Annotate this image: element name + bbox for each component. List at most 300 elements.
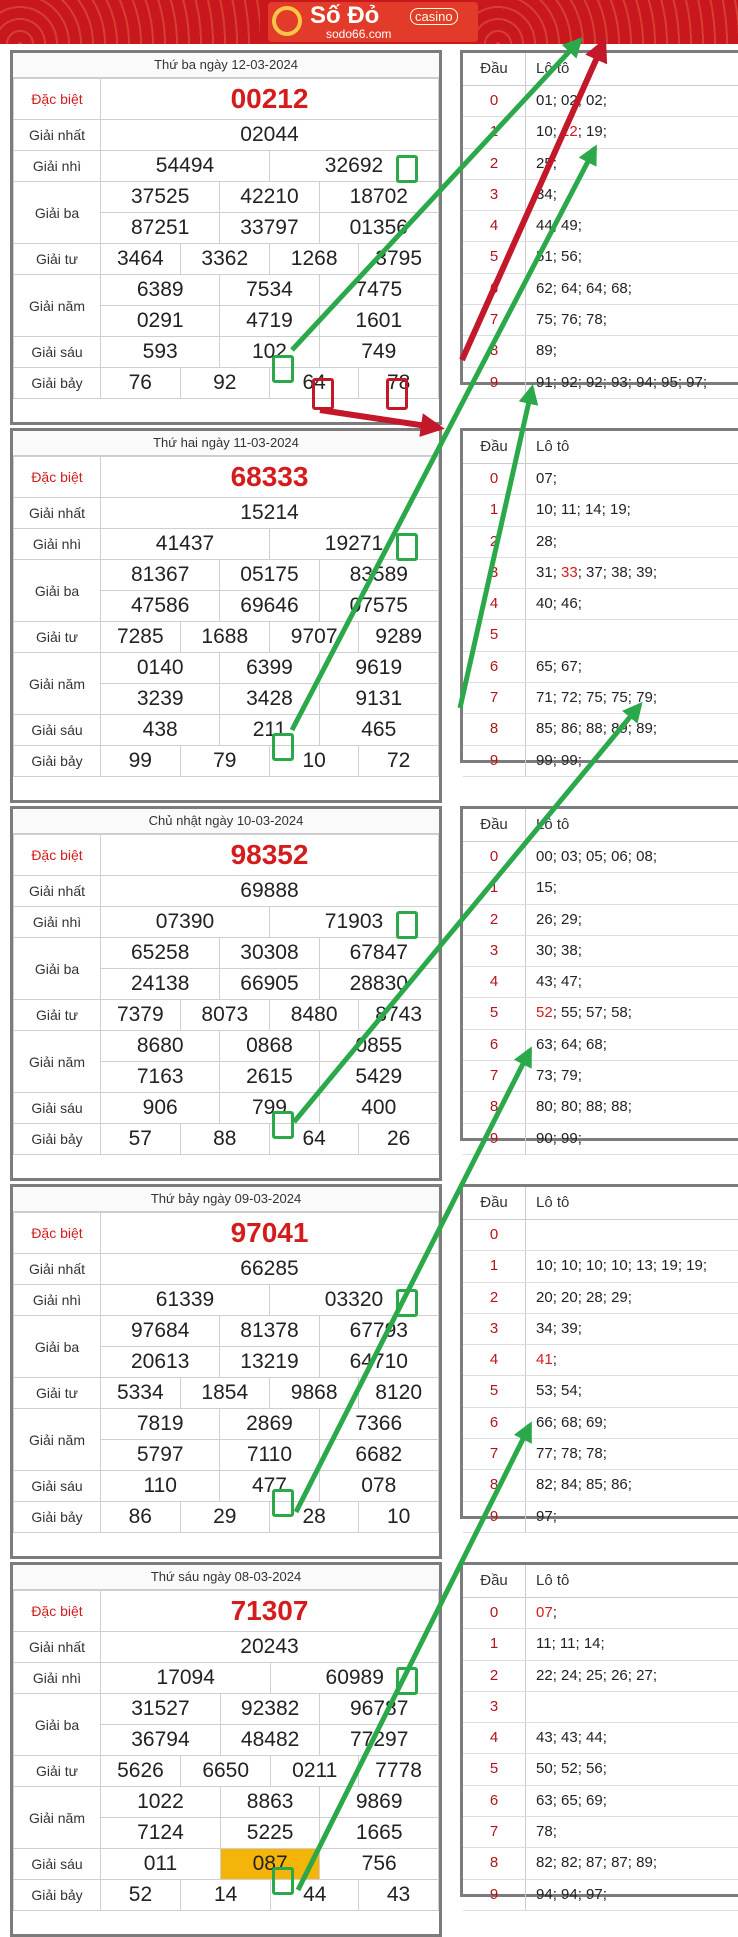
loto-number: 44 <box>536 217 553 235</box>
loto-number: 89 <box>631 1854 653 1872</box>
red-arrow <box>320 410 440 428</box>
loto-head-digit: 5 <box>463 242 526 272</box>
loto-numbers: 10; 11; 14; 19; <box>536 501 631 519</box>
loto-number: 24 <box>556 1666 578 1684</box>
loto-head-digit: 1 <box>463 495 526 525</box>
second-prize: 32692 <box>269 151 438 182</box>
loto-number: 66 <box>536 1413 553 1431</box>
label-seventh: Giải bảy <box>14 746 101 777</box>
seventh-prize: 64 <box>269 1124 358 1155</box>
fourth-prize: 7285 <box>101 622 181 653</box>
loto-numbers: 15; <box>536 879 557 897</box>
loto-number: 92 <box>556 373 578 391</box>
third-prize: 81378 <box>220 1316 319 1347</box>
loto-number: 88 <box>606 1098 628 1116</box>
fifth-prize: 0868 <box>220 1031 319 1062</box>
loto-number: 69 <box>581 1791 603 1809</box>
loto-number: 10 <box>556 1257 578 1275</box>
loto-head-digit: 6 <box>463 1408 526 1438</box>
loto-header-dau: Đầu <box>463 431 526 463</box>
third-prize: 20613 <box>101 1347 220 1378</box>
third-prize: 36794 <box>101 1725 221 1756</box>
fifth-prize: 7163 <box>101 1062 220 1093</box>
loto-numbers: 90; 99; <box>536 1129 582 1147</box>
loto-number: 10 <box>606 1257 628 1275</box>
loto-head-digit: 1 <box>463 873 526 903</box>
loto-numbers: 89; <box>536 342 557 360</box>
loto-number: 69 <box>581 1413 603 1431</box>
third-prize: 30308 <box>220 938 319 969</box>
loto-number: 47 <box>556 973 578 991</box>
seventh-prize: 28 <box>269 1502 358 1533</box>
loto-head-digit: 9 <box>463 368 526 398</box>
loto-number: 86 <box>606 1476 628 1494</box>
loto-number: 68 <box>556 1413 578 1431</box>
loto-number: 28 <box>581 1288 603 1306</box>
fourth-prize: 3795 <box>359 244 439 275</box>
fourth-prize: 8480 <box>269 1000 358 1031</box>
loto-number: 27 <box>631 1666 653 1684</box>
label-special: Đặc biệt <box>14 835 101 876</box>
loto-number: 38 <box>556 941 578 959</box>
label-fourth: Giải tư <box>14 622 101 653</box>
loto-number: 97 <box>536 1507 553 1525</box>
loto-numbers: 63; 64; 68; <box>536 1035 607 1053</box>
loto-number: 37 <box>581 563 603 581</box>
loto-head-digit: 3 <box>463 180 526 210</box>
loto-head-digit: 2 <box>463 149 526 179</box>
loto-number: 72 <box>556 689 578 707</box>
third-prize: 42210 <box>220 182 319 213</box>
loto-number: 19 <box>605 501 627 519</box>
sixth-prize: 087 <box>220 1849 320 1880</box>
seventh-prize: 86 <box>101 1502 181 1533</box>
loto-number: 11 <box>556 501 577 519</box>
loto-number: 58 <box>606 1004 628 1022</box>
loto-number: 53 <box>536 1382 553 1400</box>
third-prize: 81367 <box>101 560 220 591</box>
loto-number: 97 <box>682 373 703 391</box>
loto-number: 85 <box>581 1476 603 1494</box>
loto-number: 44 <box>581 1729 603 1747</box>
loto-number: 20 <box>556 1288 578 1306</box>
fourth-prize: 3464 <box>101 244 181 275</box>
fourth-prize: 9707 <box>269 622 358 653</box>
loto-number: 76 <box>556 311 578 329</box>
sixth-prize: 799 <box>220 1093 319 1124</box>
fourth-prize: 3362 <box>180 244 269 275</box>
loto-number: 00 <box>536 848 553 865</box>
first-prize: 66285 <box>101 1254 439 1285</box>
label-fifth: Giải năm <box>14 653 101 715</box>
label-sixth: Giải sáu <box>14 1849 101 1880</box>
loto-head-digit: 9 <box>463 1124 526 1154</box>
green-arrow <box>294 705 640 1122</box>
loto-head-digit: 7 <box>463 305 526 335</box>
label-fifth: Giải năm <box>14 275 101 337</box>
loto-number: 43 <box>536 1729 553 1747</box>
fifth-prize: 3239 <box>101 684 220 715</box>
logo-site: sodo66.com <box>326 27 392 41</box>
loto-numbers: 07; <box>536 470 557 487</box>
loto-number: 46 <box>556 595 578 613</box>
loto-number: 29 <box>606 1288 628 1306</box>
loto-number: 02 <box>581 92 603 109</box>
seventh-prize: 88 <box>180 1124 269 1155</box>
loto-numbers: 52; 55; 57; 58; <box>536 1004 632 1022</box>
fourth-prize: 8743 <box>359 1000 439 1031</box>
loto-number: 40 <box>536 595 553 613</box>
fifth-prize: 7366 <box>319 1409 438 1440</box>
sixth-prize: 078 <box>319 1471 438 1502</box>
loto-head-digit: 0 <box>463 464 526 494</box>
loto-number: 77 <box>536 1445 553 1463</box>
fourth-prize: 1688 <box>180 622 269 653</box>
fourth-prize: 8073 <box>180 1000 269 1031</box>
logo-brand: Số Đỏ <box>310 2 380 29</box>
fifth-prize: 1665 <box>320 1818 439 1849</box>
loto-number: 51 <box>536 248 553 266</box>
loto-number: 94 <box>631 373 653 391</box>
loto-number: 20 <box>536 1288 553 1306</box>
loto-number: 55 <box>556 1004 578 1022</box>
loto-number: 56 <box>581 1760 603 1778</box>
label-fifth: Giải năm <box>14 1031 101 1093</box>
third-prize: 31527 <box>101 1694 221 1725</box>
loto-number: 90 <box>536 1129 553 1147</box>
fifth-prize: 7475 <box>319 275 438 306</box>
green-arrow <box>298 1425 530 1890</box>
green-arrow <box>296 1050 530 1512</box>
loto-number: 85 <box>536 720 553 738</box>
loto-number: 99 <box>536 751 553 769</box>
loto-number: 63 <box>536 1035 553 1053</box>
label-second: Giải nhì <box>14 529 101 560</box>
loto-number: 68 <box>606 279 628 297</box>
loto-head-digit: 0 <box>463 86 526 116</box>
loto-numbers: 34; 39; <box>536 1319 582 1337</box>
sixth-prize: 211 <box>220 715 319 746</box>
label-special: Đặc biệt <box>14 1213 101 1254</box>
loto-numbers: 78; <box>536 1823 557 1841</box>
fourth-prize: 6650 <box>180 1756 271 1787</box>
seventh-prize: 10 <box>359 1502 439 1533</box>
loto-number: 99 <box>556 751 578 769</box>
loto-number: 82 <box>556 1854 578 1872</box>
label-third: Giải ba <box>14 938 101 1000</box>
special-prize: 97041 <box>101 1213 439 1254</box>
fifth-prize: 4719 <box>220 306 319 337</box>
label-special: Đặc biệt <box>14 457 101 498</box>
seventh-prize: 78 <box>359 368 439 399</box>
loto-numbers: 34; <box>536 185 557 203</box>
loto-number: 79 <box>631 689 653 707</box>
loto-head-digit: 4 <box>463 589 526 619</box>
loto-number: 54 <box>556 1382 578 1400</box>
fifth-prize: 7534 <box>220 275 319 306</box>
special-prize: 00212 <box>101 79 439 120</box>
label-seventh: Giải bảy <box>14 368 101 399</box>
second-prize: 19271 <box>269 529 438 560</box>
third-prize: 64710 <box>319 1347 438 1378</box>
third-prize: 47586 <box>101 591 220 622</box>
loto-numbers: 63; 65; 69; <box>536 1791 607 1809</box>
loto-number: 11 <box>555 1635 576 1653</box>
loto-head-digit: 5 <box>463 620 526 650</box>
second-prize: 41437 <box>101 529 270 560</box>
fifth-prize: 3428 <box>220 684 319 715</box>
third-prize: 13219 <box>220 1347 319 1378</box>
fifth-prize: 8680 <box>101 1031 220 1062</box>
loto-numbers: 31; 33; 37; 38; 39; <box>536 563 657 581</box>
loto-number: 43 <box>556 1729 578 1747</box>
loto-number: 19 <box>656 1257 678 1275</box>
third-prize: 97684 <box>101 1316 220 1347</box>
loto-number: 14 <box>579 1635 601 1653</box>
draw-date: Thứ sáu ngày 08-03-2024 <box>13 1565 439 1590</box>
loto-number: 34 <box>536 1319 553 1337</box>
fourth-prize: 1854 <box>180 1378 269 1409</box>
seventh-prize: 92 <box>180 368 269 399</box>
loto-numbers: 66; 68; 69; <box>536 1413 607 1431</box>
loto-head-digit: 2 <box>463 527 526 557</box>
label-second: Giải nhì <box>14 907 101 938</box>
third-prize: 87251 <box>101 213 220 244</box>
fifth-prize: 8863 <box>220 1787 320 1818</box>
draw-date: Chủ nhật ngày 10-03-2024 <box>13 809 439 834</box>
fifth-prize: 7124 <box>101 1818 221 1849</box>
loto-number: 22 <box>536 1666 553 1684</box>
fifth-prize: 7110 <box>220 1440 319 1471</box>
fourth-prize: 8120 <box>359 1378 439 1409</box>
fifth-prize: 5429 <box>319 1062 438 1093</box>
loto-number: 89 <box>631 720 653 738</box>
loto-number: 93 <box>606 373 628 391</box>
label-fourth: Giải tư <box>14 244 101 275</box>
loto-number: 25 <box>581 1666 603 1684</box>
loto-head-digit: 9 <box>463 1880 526 1910</box>
sixth-prize: 011 <box>101 1849 221 1880</box>
sixth-prize: 110 <box>101 1471 220 1502</box>
fifth-prize: 5797 <box>101 1440 220 1471</box>
loto-number: 07 <box>536 1604 553 1621</box>
loto-number: 65 <box>536 657 553 675</box>
loto-number: 86 <box>556 720 578 738</box>
fifth-prize: 2615 <box>220 1062 319 1093</box>
seventh-prize: 26 <box>359 1124 439 1155</box>
label-fourth: Giải tư <box>14 1378 101 1409</box>
loto-number: 29 <box>556 910 578 928</box>
loto-head-digit: 7 <box>463 1061 526 1091</box>
fourth-prize: 5626 <box>101 1756 181 1787</box>
first-prize: 15214 <box>101 498 439 529</box>
second-prize: 61339 <box>101 1285 270 1316</box>
label-third: Giải ba <box>14 1316 101 1378</box>
loto-head-digit: 1 <box>463 117 526 147</box>
label-sixth: Giải sáu <box>14 1093 101 1124</box>
loto-number: 06 <box>606 848 628 865</box>
loto-number: 33 <box>556 563 578 581</box>
loto-number: 57 <box>581 1004 603 1022</box>
loto-number: 39 <box>556 1319 578 1337</box>
loto-head-digit: 2 <box>463 1283 526 1313</box>
loto-number: 25 <box>536 154 553 172</box>
loto-numbers: 82; 84; 85; 86; <box>536 1476 632 1494</box>
third-prize: 33797 <box>220 213 319 244</box>
loto-head-digit: 3 <box>463 1692 526 1722</box>
loto-head-digit: 7 <box>463 1439 526 1469</box>
loto-numbers: 28; <box>536 532 557 550</box>
loto-number: 10 <box>581 1257 603 1275</box>
loto-number: 49 <box>556 217 578 235</box>
loto-numbers: 99; 99; <box>536 751 582 769</box>
loto-number: 67 <box>556 657 578 675</box>
loto-number: 87 <box>581 1854 603 1872</box>
loto-number: 71 <box>536 689 553 707</box>
sixth-prize: 102 <box>220 337 319 368</box>
fifth-prize: 1022 <box>101 1787 221 1818</box>
loto-numbers: 11; 11; 14; <box>536 1635 605 1653</box>
loto-numbers: 26; 29; <box>536 910 582 928</box>
fifth-prize: 6682 <box>319 1440 438 1471</box>
label-third: Giải ba <box>14 1694 101 1756</box>
special-prize: 71307 <box>101 1591 439 1632</box>
loto-header-loto: Lô tô <box>536 438 570 455</box>
loto-numbers: 85; 86; 88; 89; 89; <box>536 720 657 738</box>
loto-number: 43 <box>536 973 553 991</box>
loto-number: 50 <box>536 1760 553 1778</box>
seventh-prize: 10 <box>269 746 358 777</box>
loto-number: 64 <box>581 279 603 297</box>
loto-header-dau: Đầu <box>463 1187 526 1219</box>
loto-head-digit: 7 <box>463 683 526 713</box>
loto-numbers: 94; 94; 97; <box>536 1885 607 1903</box>
loto-number: 05 <box>581 848 603 865</box>
fourth-prize: 1268 <box>269 244 358 275</box>
loto-number: 28 <box>536 532 553 550</box>
loto-numbers: 91; 92; 92; 93; 94; 95; 97; <box>536 373 708 391</box>
label-second: Giải nhì <box>14 151 101 182</box>
loto-numbers: 43; 47; <box>536 973 582 991</box>
seventh-prize: 72 <box>359 746 439 777</box>
third-prize: 66905 <box>220 969 319 1000</box>
fifth-prize: 6399 <box>220 653 319 684</box>
sixth-prize: 906 <box>101 1093 220 1124</box>
label-fifth: Giải năm <box>14 1787 101 1849</box>
label-third: Giải ba <box>14 560 101 622</box>
loto-head-digit: 7 <box>463 1817 526 1847</box>
loto-numbers: 30; 38; <box>536 941 582 959</box>
loto-number: 14 <box>580 501 602 519</box>
seventh-prize: 57 <box>101 1124 181 1155</box>
loto-number: 41 <box>536 1351 553 1369</box>
label-first: Giải nhất <box>14 1632 101 1663</box>
loto-number: 19 <box>581 123 603 141</box>
second-prize: 17094 <box>101 1663 271 1694</box>
loto-number: 10 <box>536 123 553 141</box>
label-seventh: Giải bảy <box>14 1502 101 1533</box>
loto-numbers: 97; <box>536 1507 557 1525</box>
loto-head-digit: 3 <box>463 1314 526 1344</box>
third-prize: 77297 <box>320 1725 439 1756</box>
loto-header-loto: Lô tô <box>536 60 570 77</box>
loto-head-digit: 0 <box>463 1598 526 1628</box>
second-prize: 07390 <box>101 907 270 938</box>
loto-number: 10 <box>536 1257 553 1275</box>
label-first: Giải nhất <box>14 498 101 529</box>
loto-head-digit: 0 <box>463 842 526 872</box>
loto-number: 82 <box>536 1476 553 1494</box>
fifth-prize: 7819 <box>101 1409 220 1440</box>
loto-number: 75 <box>581 689 603 707</box>
fifth-prize: 1601 <box>319 306 438 337</box>
loto-head-digit: 6 <box>463 1030 526 1060</box>
seventh-prize: 99 <box>101 746 181 777</box>
loto-head-digit: 9 <box>463 746 526 776</box>
loto-number: 15 <box>536 879 553 897</box>
first-prize: 20243 <box>101 1632 439 1663</box>
label-sixth: Giải sáu <box>14 1471 101 1502</box>
loto-head-digit: 3 <box>463 558 526 588</box>
second-prize: 54494 <box>101 151 270 182</box>
third-prize: 01356 <box>319 213 438 244</box>
loto-head-digit: 8 <box>463 714 526 744</box>
loto-numbers: 40; 46; <box>536 595 582 613</box>
loto-number: 31 <box>536 563 553 581</box>
label-sixth: Giải sáu <box>14 715 101 746</box>
loto-number: 89 <box>536 342 553 360</box>
loto-number: 08 <box>631 848 653 865</box>
loto-number: 80 <box>536 1098 553 1116</box>
loto-numbers: 75; 76; 78; <box>536 311 607 329</box>
loto-number: 68 <box>581 1035 603 1053</box>
fifth-prize: 0855 <box>319 1031 438 1062</box>
loto-number: 34 <box>536 185 553 203</box>
loto-head-digit: 5 <box>463 1754 526 1784</box>
third-prize: 69646 <box>220 591 319 622</box>
loto-numbers: 44; 49; <box>536 217 582 235</box>
label-third: Giải ba <box>14 182 101 244</box>
loto-number: 73 <box>536 1067 553 1085</box>
first-prize: 02044 <box>101 120 439 151</box>
seventh-prize: 76 <box>101 368 181 399</box>
loto-head-digit: 6 <box>463 652 526 682</box>
label-fourth: Giải tư <box>14 1000 101 1031</box>
third-prize: 65258 <box>101 938 220 969</box>
loto-numbers: 65; 67; <box>536 657 582 675</box>
third-prize: 24138 <box>101 969 220 1000</box>
sixth-prize: 438 <box>101 715 220 746</box>
loto-numbers: 77; 78; 78; <box>536 1445 607 1463</box>
loto-header-dau: Đầu <box>463 53 526 85</box>
logo-casino: casino <box>410 8 458 25</box>
loto-numbers: 01; 02; 02; <box>536 92 607 109</box>
seventh-prize: 44 <box>271 1880 359 1911</box>
loto-number: 19 <box>682 1257 703 1275</box>
fourth-prize: 9289 <box>359 622 439 653</box>
fifth-prize: 5225 <box>220 1818 320 1849</box>
third-prize: 67793 <box>319 1316 438 1347</box>
loto-number: 79 <box>556 1067 578 1085</box>
sixth-prize: 749 <box>319 337 438 368</box>
second-prize: 60989 <box>271 1663 439 1694</box>
loto-head-digit: 9 <box>463 1502 526 1532</box>
seventh-prize: 52 <box>101 1880 181 1911</box>
third-prize: 96787 <box>320 1694 439 1725</box>
loto-head-digit: 1 <box>463 1629 526 1659</box>
label-special: Đặc biệt <box>14 1591 101 1632</box>
third-prize: 37525 <box>101 182 220 213</box>
